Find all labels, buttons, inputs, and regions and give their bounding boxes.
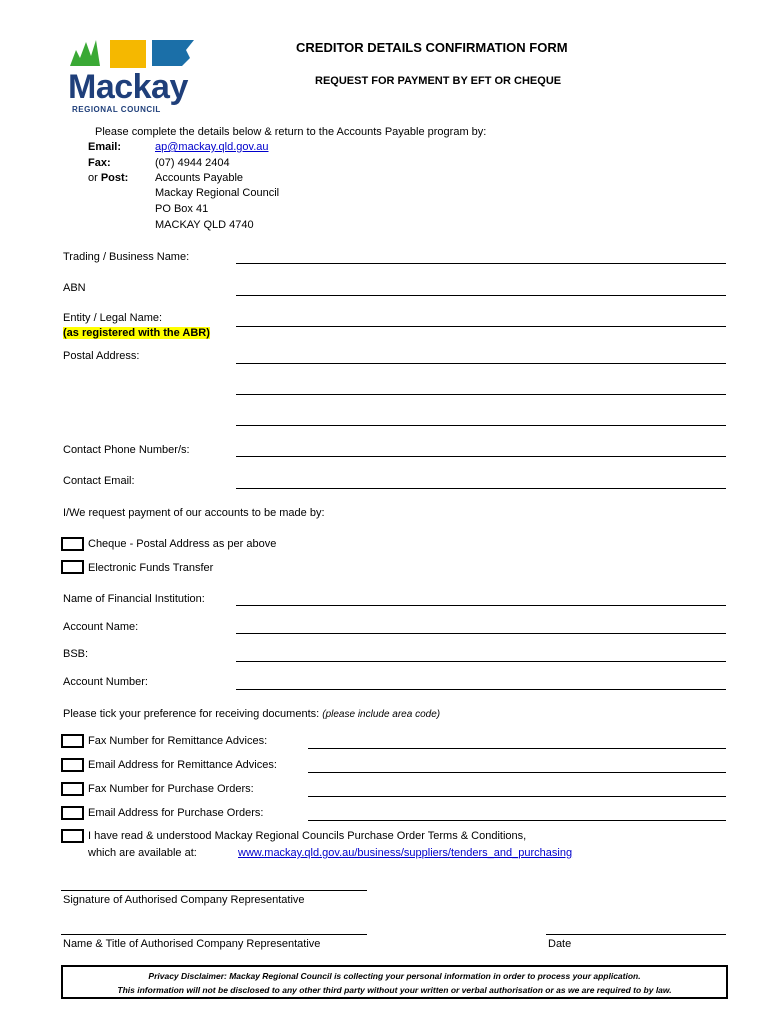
contact-phone-line[interactable] xyxy=(236,456,726,457)
bsb-label: BSB: xyxy=(63,648,89,660)
preferences-heading-text: Please tick your preference for receiving documents: xyxy=(63,708,320,720)
post-label-bold: Post: xyxy=(100,172,129,184)
entity-note: (as registered with the ABR) xyxy=(63,327,210,339)
signature-label: Signature of Authorised Company Representative xyxy=(63,894,305,906)
institution-label: Name of Financial Institution: xyxy=(63,593,205,605)
contact-phone-label: Contact Phone Number/s: xyxy=(63,444,190,456)
fax-label: Fax: xyxy=(88,157,111,169)
fax-po-line[interactable] xyxy=(308,796,726,797)
fax-remittance-label: Fax Number for Remittance Advices: xyxy=(88,735,268,747)
email-link[interactable]: ap@mackay.qld.gov.au xyxy=(155,141,269,153)
fax-remittance-checkbox[interactable] xyxy=(61,734,84,748)
entity-name-label: Entity / Legal Name: xyxy=(63,312,163,324)
disclaimer-line-1: Privacy Disclaimer: Mackay Regional Council is collecting your personal information in order to process your application. xyxy=(148,971,641,981)
preferences-heading-note: (please include area code) xyxy=(322,709,441,720)
terms-label-2: which are available at: xyxy=(88,847,197,859)
postal-address-line-1[interactable] xyxy=(236,363,726,364)
address-line-3: PO Box 41 xyxy=(155,203,209,215)
eft-label: Electronic Funds Transfer xyxy=(88,562,214,574)
address-line-2: Mackay Regional Council xyxy=(155,187,280,199)
postal-address-line-2[interactable] xyxy=(236,394,726,395)
abn-label: ABN xyxy=(63,282,86,294)
name-title-label: Name & Title of Authorised Company Representative xyxy=(63,938,321,950)
council-logo xyxy=(66,36,196,118)
account-number-label: Account Number: xyxy=(63,676,148,688)
fax-po-checkbox[interactable] xyxy=(61,782,84,796)
contact-email-label: Contact Email: xyxy=(63,475,135,487)
fax-po-label: Fax Number for Purchase Orders: xyxy=(88,783,254,795)
logo-subtitle: REGIONAL COUNCIL xyxy=(72,105,161,114)
email-po-checkbox[interactable] xyxy=(61,806,84,820)
signature-line[interactable] xyxy=(61,890,367,891)
terms-label: I have read & understood Mackay Regional Councils Purchase Order Terms & Conditions, xyxy=(88,830,527,842)
intro-text: Please complete the details below & return to the Accounts Payable program by: xyxy=(95,126,487,138)
form-subtitle: REQUEST FOR PAYMENT BY EFT OR CHEQUE xyxy=(315,75,562,87)
date-label: Date xyxy=(548,938,572,950)
email-label: Email: xyxy=(88,141,122,153)
privacy-disclaimer xyxy=(61,965,728,999)
disclaimer-line-2: This information will not be disclosed to any other third party without your written or verbal authorisation or as we are required to by law. xyxy=(117,985,672,995)
name-title-line[interactable] xyxy=(61,934,367,935)
terms-link[interactable]: www.mackay.qld.gov.au/business/suppliers/tenders_and_purchasing xyxy=(238,847,573,859)
address-line-1: Accounts Payable xyxy=(155,172,244,184)
cheque-label: Cheque - Postal Address as per above xyxy=(88,538,277,550)
fax-value: (07) 4944 2404 xyxy=(155,157,230,169)
payment-heading: I/We request payment of our accounts to be made by: xyxy=(63,507,325,519)
bsb-line[interactable] xyxy=(236,661,726,662)
institution-line[interactable] xyxy=(236,605,726,606)
eft-checkbox[interactable] xyxy=(61,560,84,574)
postal-address-line-3[interactable] xyxy=(236,425,726,426)
abn-line[interactable] xyxy=(236,295,726,296)
post-label xyxy=(88,172,128,184)
fax-remittance-line[interactable] xyxy=(308,748,726,749)
account-number-line[interactable] xyxy=(236,689,726,690)
trading-name-label: Trading / Business Name: xyxy=(63,251,190,263)
contact-email-line[interactable] xyxy=(236,488,726,489)
address-line-4: MACKAY QLD 4740 xyxy=(155,219,254,231)
date-line[interactable] xyxy=(546,934,726,935)
logo-name: Mackay xyxy=(68,68,188,106)
email-remittance-label: Email Address for Remittance Advices: xyxy=(88,759,277,771)
post-label-prefix: or xyxy=(88,172,101,184)
email-remittance-checkbox[interactable] xyxy=(61,758,84,772)
preferences-heading xyxy=(63,708,440,720)
account-name-line[interactable] xyxy=(236,633,726,634)
email-po-label: Email Address for Purchase Orders: xyxy=(88,807,264,819)
postal-address-label: Postal Address: xyxy=(63,350,140,362)
form-title: CREDITOR DETAILS CONFIRMATION FORM xyxy=(296,40,568,55)
trading-name-line[interactable] xyxy=(236,263,726,264)
email-po-line[interactable] xyxy=(308,820,726,821)
terms-checkbox[interactable] xyxy=(61,829,84,843)
account-name-label: Account Name: xyxy=(63,621,139,633)
cheque-checkbox[interactable] xyxy=(61,537,84,551)
email-remittance-line[interactable] xyxy=(308,772,726,773)
entity-name-line[interactable] xyxy=(236,326,726,327)
